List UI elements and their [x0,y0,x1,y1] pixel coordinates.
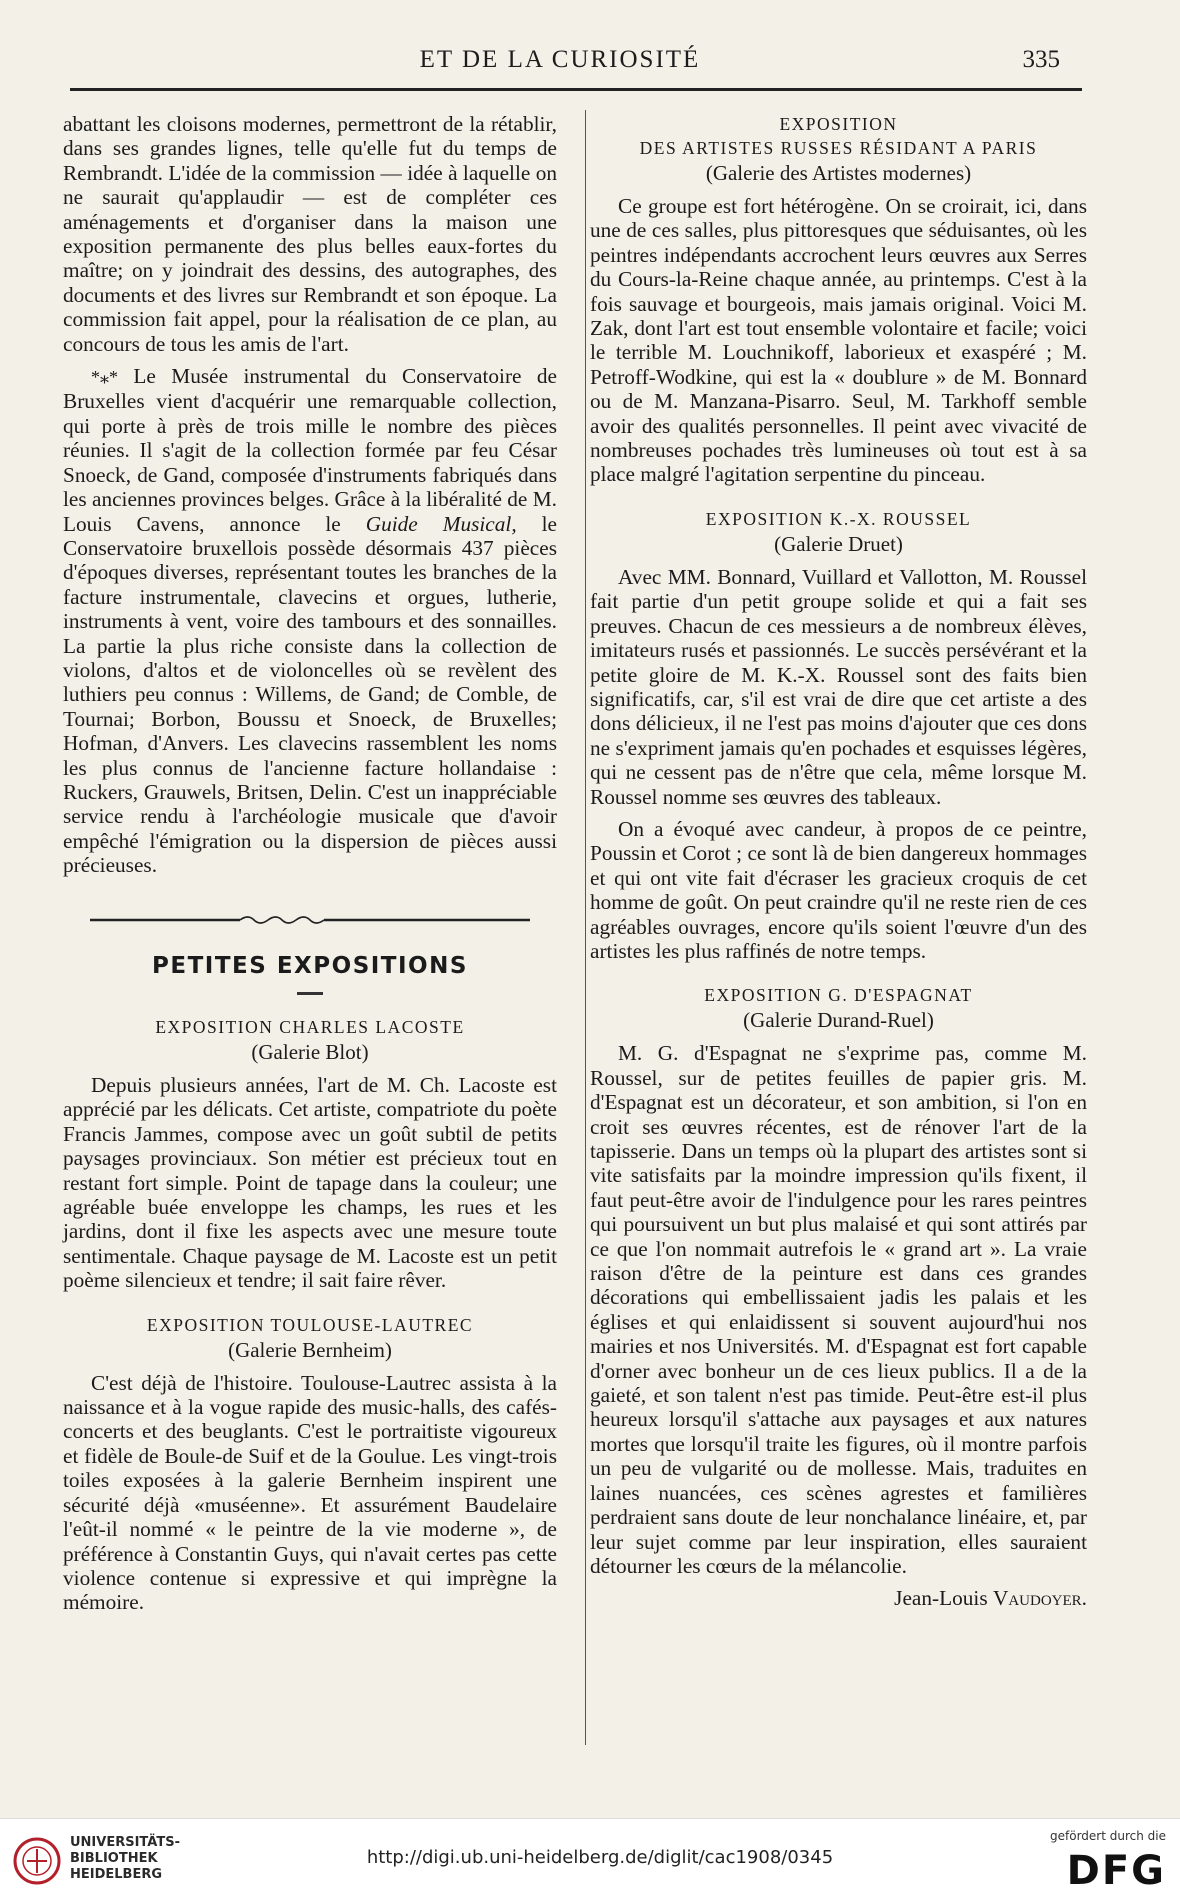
espagnat-gallery: (Galerie Durand-Ruel) [743,1008,934,1033]
lautrec-heading: EXPOSITION TOULOUSE-LAUTREC [146,1314,474,1335]
page-number: 335 [1022,46,1060,73]
author-signature: Jean-Louis Vaudoyer. [894,1586,1087,1611]
lacoste-body: Depuis plusieurs années, l'art de M. Ch. Lacoste est apprécié par les délicats. Cet artiste, compatriote du poète Francis Jammes, compose avec un goût subtil de petits paysages provinciaux. Son métier est précieux tout en restant fort simple. Point de tapage dans la couleur; une agréable buée enveloppe les champs, les rues et les jardins, dont il fixe les aspects avec une mesure toute sentimentale. Chaque paysage de M. Lacoste est un petit poème silencieux et tendre; il sait faire rêver. [63,1073,557,1293]
section-title: PETITES EXPOSITIONS [152,952,468,979]
roussel-gallery: (Galerie Druet) [774,531,903,556]
exposition-russes [590,112,1087,487]
running-header [60,42,1060,82]
digitization-footer [0,1818,1180,1904]
funded-by-label: gefördert durch die [1050,1829,1166,1843]
russes-heading-line2: DES ARTISTES RUSSES RÉSIDANT A PARIS [639,138,1038,158]
lautrec-body: C'est déjà de l'histoire. Toulouse-Lautrec assista à la naissance et à la vogue rapide des music-halls, des cafés-concerts et des beuglants. C'est le portraitiste vigoureux et fidèle de Boule-de Suif et de la Goulue. Les vingt-trois toiles exposées à la galerie Bernheim inspirent une sécurité déjà «muséenne». Et assurément Baudelaire l'eût-il nommé « le peintre de la vie moderne », de préférence à Constantin Guys, qui n'avait certes pas cette violence contenue si expressive et qui imprègne la mémoire. [63,1370,557,1615]
library-name: UNIVERSITÄTS- BIBLIOTHEK HEIDELBERG [70,1835,180,1882]
espagnat-body: M. G. d'Espagnat ne s'exprime pas, comme M. Roussel, sur de petites feuilles de papier gris. M. d'Espagnat est un décorateur, et son ambition, si l'on en croit ses œuvres récentes, est de rénover l'art de la tapisserie. Dans un temps où la plupart des artistes sont si vite satisfaits par la moindre impression qu'ils fixent, il faut peut-être avoir de l'indulgence pour les rares peintres qui poursuivent un but plus malaisé et qui sont attirés par ce que l'on nommait autrefois le « grand art ». La vraie raison d'être de la peinture est dans ces grandes décorations qui embellissaient jadis les palais et les églises et qui enlaidissent si souvent aujourd'hui nos mairies et nos Universités. M. d'Espagnat est fort capable d'orner avec bonheur un de ces lieux publics. Il a de la gaieté, et son talent n'est pas timide. Peut-être est-il plus heureux lorsqu'il s'attache aux paysages et aux natures mortes que lorsqu'il traite les figures, où il montre parfois un peu de vulgarité ou de mollesse. Mais, traduites en laines nuancées, ces scènes agrestes et familières perdraient sans doute de leur nonchalance linéaire, et, par leur sujet comme par leur inspiration, elles sauraient détourner les cœurs de la mélancolie. [590,1041,1087,1578]
permalink-url[interactable]: http://digi.ub.uni-heidelberg.de/diglit/cac1908/0345 [366,1847,834,1868]
asterism: *⁎* [91,367,118,388]
exposition-lautrec [63,1313,557,1615]
running-title: ET DE LA CURIOSITÉ [419,46,701,73]
lautrec-gallery: (Galerie Bernheim) [228,1337,392,1362]
espagnat-heading: EXPOSITION G. D'ESPAGNAT [704,985,973,1006]
roussel-body-1: Avec MM. Bonnard, Vuillard et Vallotton, M. Roussel fait partie d'un petit groupe solide et qui a fait ses preuves. Chacun de ces messieurs a de nombreux élèves, imitateurs rusés et passionnés. Le succès persévérant et la petite gloire de M. K.-X. Roussel sont des faits bien significatifs, car, s'il est vrai de dire que cet artiste a des dons délicieux, il ne l'est pas moins d'ajouter que ces dons ne s'expriment jamais qu'en pochades et esquisses légères, qui ne cessent pas de n'être que cela, même lorsque M. Roussel nomme ses œuvres des tableaux. [590,564,1087,809]
exposition-roussel [590,507,1087,964]
russes-gallery: (Galerie des Artistes modernes) [705,161,972,185]
roussel-heading: EXPOSITION K.-X. ROUSSEL [705,508,972,529]
ornament-rule [90,912,530,928]
guide-musical-title: Guide Musical, [365,511,517,536]
title-dash [297,992,323,995]
left-column [63,112,557,1615]
header-rule [70,88,1082,91]
right-column [590,112,1087,1611]
exposition-lacoste [63,1015,557,1293]
russes-heading-line1: EXPOSITION [779,114,898,134]
university-seal-icon [12,1831,62,1891]
lacoste-heading: EXPOSITION CHARLES LACOSTE [155,1017,465,1037]
russes-body: Ce groupe est fort hétérogène. On se croirait, ici, dans une de ces salles, plus pittoresques que séduisantes, où les peintres indépendants accrochent leurs œuvres aux Serres du Cours-la-Reine chaque année, au printemps. C'est à la fois sauvage et bourgeois, mais jamais original. Voici M. Zak, dont l'art est tout ensemble volontaire et facile; voici le terrible M. Louchnikoff, laborieux et exaspéré ; M. Petroff-Wodkine, qui est la « doublure » de M. Bonnard ou de M. Manzana-Pisarro. Seul, M. Tarkhoff semble avoir des qualités personnelles. Il peint avec vivacité de nombreuses pochades très lumineuses où tout est à sa place malgré l'agitation serpentine du pinceau. [590,194,1087,487]
exposition-espagnat [590,983,1087,1610]
paragraph-rembrandt-house: abattant les cloisons modernes, permettront de la rétablir, dans ses grandes lignes, telle qu'elle fut du temps de Rembrandt. L'idée de la commission — idée à laquelle on ne saurait qu'applaudir — est de compléter ces aménagements et d'organiser dans la maison une exposition permanente des plus belles eaux-fortes du maître; on y joindrait des dessins, des autographes, des documents et des livres sur Rembrandt et son époque. La commission fait appel, pour la réalisation de ce plan, au concours de tous les amis de l'art. [63,112,557,356]
lacoste-gallery: (Galerie Blot) [251,1040,369,1064]
paragraph-musee-instrumental: *⁎* Le Musée instrumental du Conservatoire de Bruxelles vient d'acquérir une remarquable collection, qui porte à près de trois mille le nombre des pièces réunies. Il s'agit de la collection formée par feu César Snoeck, de Gand, composée d'instruments fabriqués dans les anciennes provinces belges. Grâce à la libéralité de M. Louis Cavens, annonce le Guide Musical, le Conservatoire bruxellois possède désormais 437 pièces d'époques diverses, représentant toutes les branches de la facture instrumentale, clavecins et orgues, lutherie, instruments à vent, voire des tambours et des sonnailles. La partie la plus riche consiste dans la collection de violons, d'altos et de violoncelles où se revèlent des luthiers peu connus : Willems, de Gand; de Comble, de Tournai; Borbon, Boussu et Snoeck, de Bruxelles; Hofman, d'Anvers. Les clavecins rassemblent les noms les plus connus de l'ancienne facture hollandaise : Ruckers, Grauwels, Britsen, Delin. C'est un inappréciable service rendu à l'archéologie musicale que d'avoir empêché l'émigration ou la dispersion de pièces aussi précieuses. [63,364,557,878]
dfg-logo: DFG [1066,1848,1166,1894]
column-rule [585,110,586,1745]
roussel-body-2: On a évoqué avec candeur, à propos de ce peintre, Poussin et Corot ; ce sont là de bien dangereux hommages et qui ont vite fait d'écraser les gracieux croquis de cet homme de goût. On peut craindre qu'il ne reste rien de ces agréables ouvrages, encore qu'ils soient l'œuvre d'un des artistes les plus raffinés de notre temps. [590,816,1087,963]
